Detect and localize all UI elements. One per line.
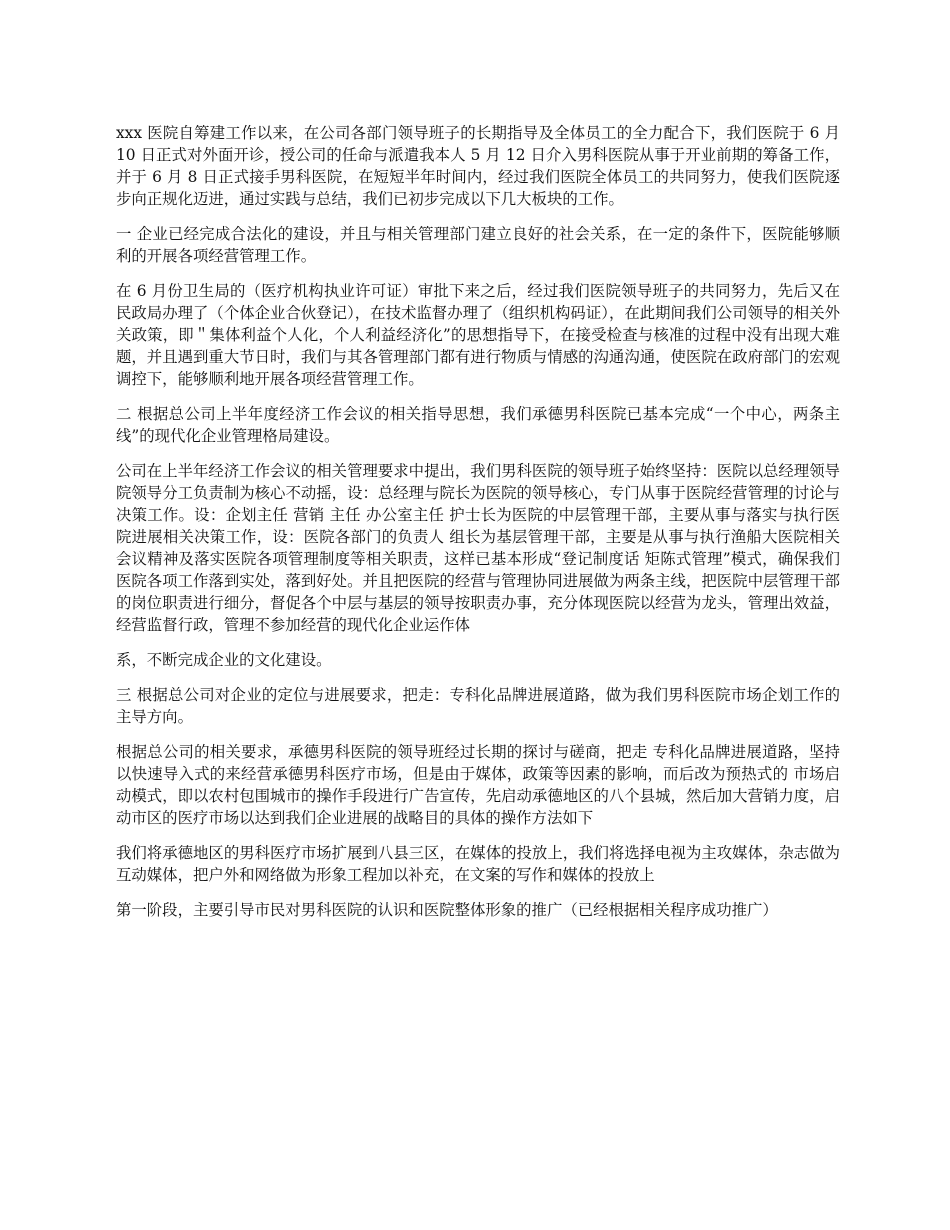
paragraph-intro: xxx 医院自筹建工作以来，在公司各部门领导班子的长期指导及全体员工的全力配合下，我们医院于 6 月 10 日正式对外面开诊，授公司的任命与派遣我本人 5 月 12 日介入男科医院从事于开业前期的筹备工作，并于 6 月 8 日正式接手男科医院，在短短半年时间内，经过我们医院全体员工的共同努力，使我们医院逐步向正规化迈进，通过实践与总结，我们已初步完成以下几大板块的工作。	[116, 124, 840, 208]
paragraph-phase-one: 第一阶段，主要引导市民对男科医院的认识和医院整体形象的推广（已经根据相关程序成功推广）	[116, 901, 778, 919]
paragraph-section-3-body: 根据总公司的相关要求，承德男科医院的领导班经过长期的探讨与磋商，把走 专科化品牌进展道路，坚持以快速导入式的来经营承德男科医疗市场，但是由于媒体，政策等因素的影响，而后改为预热式的 市场启动模式，即以农村包围城市的操作手段进行广告宣传，先启动承德地区的八个县城，然后加大营销力度，启动市区的医疗市场以达到我们企业进展的战略目的具体的操作方法如下	[116, 743, 840, 827]
paragraph-section-2-heading: 二 根据总公司上半年度经济工作会议的相关指导思想，我们承德男科医院已基本完成“一个中心，两条主线”的现代化企业管理格局建设。	[116, 405, 840, 445]
paragraph-section-1-heading: 一 企业已经完成合法化的建设，并且与相关管理部门建立良好的社会关系，在一定的条件下，医院能够顺利的开展各项经营管理工作。	[116, 225, 840, 265]
paragraph-section-2-tail: 系，不断完成企业的文化建设。	[116, 651, 332, 669]
paragraph-section-1-body: 在 6 月份卫生局的（医疗机构执业许可证）审批下来之后，经过我们医院领导班子的共同努力，先后又在民政局办理了（个体企业合伙登记），在技术监督办理了（组织机构码证），在此期间我们公司领导的相关外关政策，即＂集体利益个人化，个人利益经济化”的思想指导下，在接受检查与核准的过程中没有出现大难题，并且遇到重大节日时，我们与其各管理部门都有进行物质与情感的沟通沟通，使医院在政府部门的宏观调控下，能够顺利地开展各项经营管理工作。	[116, 282, 840, 388]
paragraph-media-plan: 我们将承德地区的男科医疗市场扩展到八县三区，在媒体的投放上，我们将选择电视为主攻媒体，杂志做为互动媒体，把户外和网络做为形象工程加以补充，在文案的写作和媒体的投放上	[116, 844, 840, 884]
paragraph-section-3-heading: 三 根据总公司对企业的定位与进展要求，把走：专科化品牌进展道路，做为我们男科医院市场企划工作的主导方向。	[116, 686, 840, 726]
paragraph-section-2-body: 公司在上半年经济工作会议的相关管理要求中提出，我们男科医院的领导班子始终坚持：医院以总经理领导 院领导分工负责制为核心不动摇，设：总经理与院长为医院的领导核心，专门从事于医院经营管理的讨论与决策工作。设：企划主任 营销 主任 办公室主任 护士长为医院的中层管理干部，主要从事与落实与执行医院进展相关决策工作，设：医院各部门的负责人 组长为基层管理干部，主要是从事与执行渔船大医院相关会议精神及落实医院各项管理制度等相关职责，这样已基本形成“登记制度话 矩陈式管理”模式，确保我们医院各项工作落到实处，落到好处。并且把医院的经营与管理协同进展做为两条主线，把医院中层管理干部的岗位职责进行细分，督促各个中层与基层的领导按职责办事，充分体现医院以经营为龙头，管理出效益，经营监督行政，管理不参加经营的现代化企业运作体	[116, 462, 840, 634]
document-body	[116, 122, 840, 934]
